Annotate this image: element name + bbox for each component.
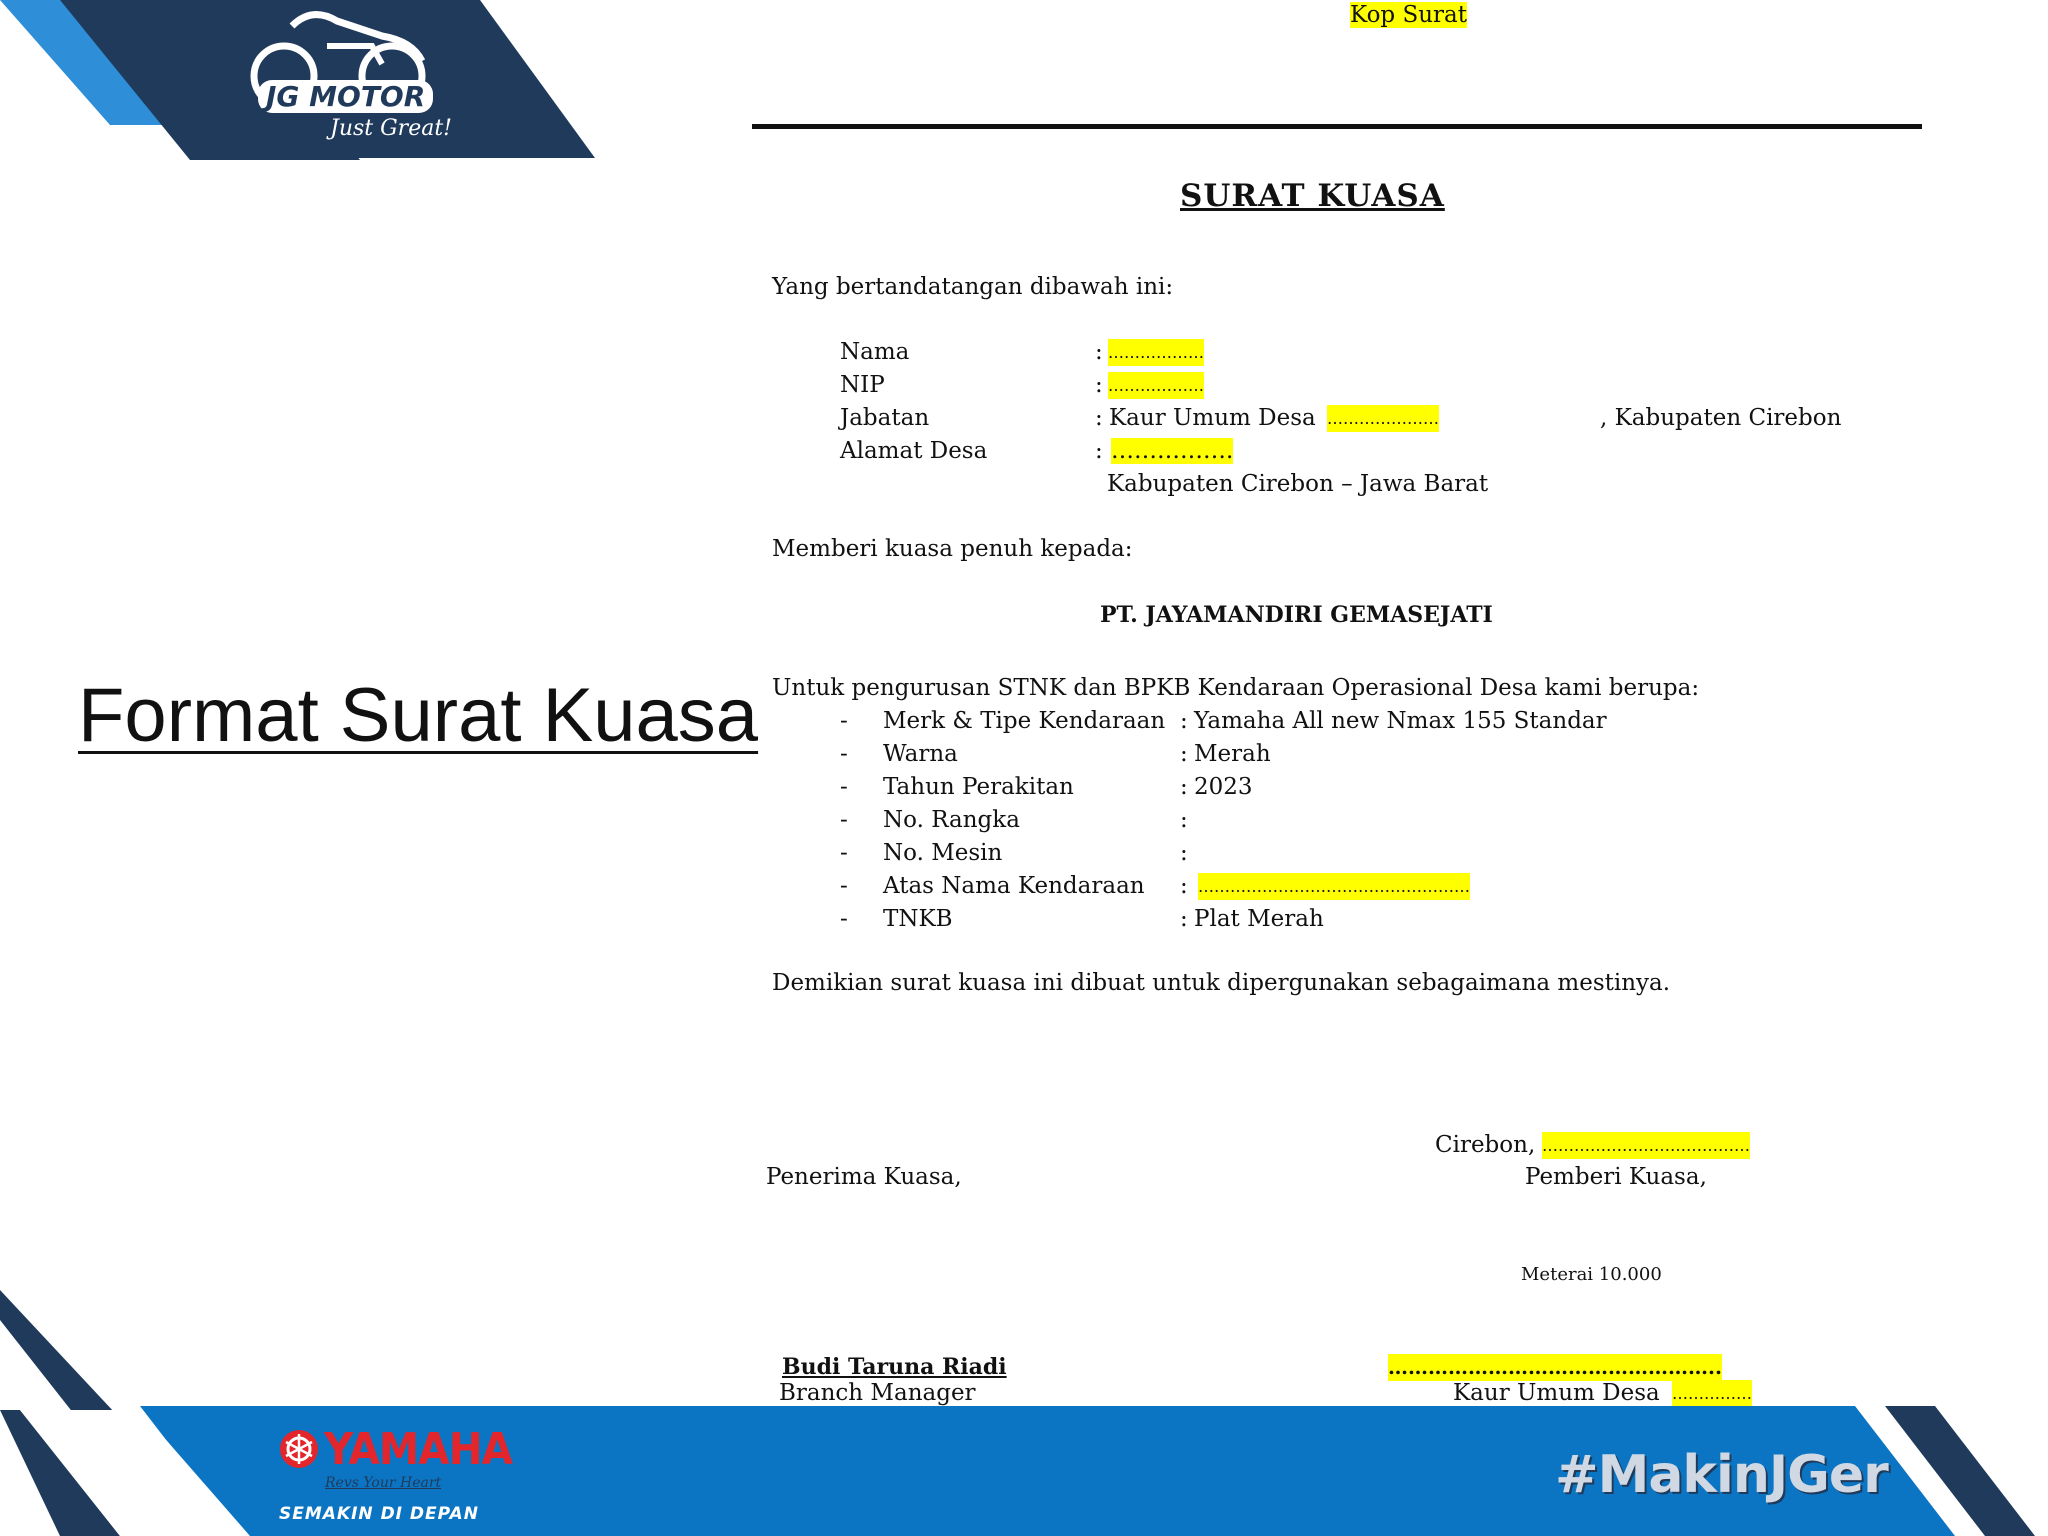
place-date-prefix: Cirebon, [1435, 1132, 1536, 1158]
grant-text: Memberi kuasa penuh kepada: [772, 536, 1133, 562]
field-sep: : [1180, 741, 1188, 767]
giver-label: Pemberi Kuasa, [1525, 1164, 1707, 1190]
field-value: Merah [1194, 741, 1271, 767]
field-sep: : [1180, 840, 1188, 866]
yamaha-slogan: SEMAKIN DI DEPAN [279, 1504, 479, 1524]
field-label: Merk & Tipe Kendaraan [883, 708, 1166, 734]
list-bullet: - [840, 840, 848, 866]
field-label: TNKB [883, 906, 953, 932]
field-suffix: , Kabupaten Cirebon [1600, 405, 1842, 431]
address-line-2: Kabupaten Cirebon – Jawa Barat [1107, 471, 1489, 497]
receiver-name: Budi Taruna Riadi [782, 1354, 1007, 1380]
field-value: 2023 [1194, 774, 1253, 800]
giver-title-blank: …………… [1672, 1380, 1752, 1407]
field-sep: : [1095, 339, 1103, 365]
receiver-title: Branch Manager [779, 1380, 976, 1406]
field-label: No. Mesin [883, 840, 1003, 866]
field-sep: : [1180, 807, 1188, 833]
list-bullet: - [840, 708, 848, 734]
field-blank: ……………. [1111, 438, 1234, 464]
purpose-text: Untuk pengurusan STNK dan BPKB Kendaraan Operasional Desa kami berupa: [772, 675, 1700, 701]
field-label: Tahun Perakitan [883, 774, 1074, 800]
field-blank: ………………… [1327, 405, 1439, 432]
field-sep: : [1180, 906, 1188, 932]
field-sep: : [1180, 873, 1188, 899]
meterai-label: Meterai 10.000 [1521, 1264, 1662, 1285]
receiver-label: Penerima Kuasa, [766, 1164, 962, 1190]
list-bullet: - [840, 906, 848, 932]
kop-surat-label: Kop Surat [1350, 2, 1467, 28]
hashtag-logo: #MakinJGer [1555, 1445, 1888, 1505]
field-blank: ……………… [1108, 339, 1204, 366]
field-blank: …………………………………………… [1198, 873, 1470, 900]
yamaha-tuning-fork-icon [278, 1428, 320, 1470]
giver-name-blank: ………………………………………….. [1388, 1355, 1722, 1379]
intro-text: Yang bertandatangan dibawah ini: [772, 274, 1174, 300]
field-sep: : [1095, 405, 1103, 431]
field-label: Nama [840, 339, 910, 365]
field-value: Kaur Umum Desa [1109, 405, 1316, 431]
company-name: PT. JAYAMANDIRI GEMASEJATI [1100, 602, 1493, 628]
logo-tagline: Just Great! [330, 116, 453, 141]
document-title: SURAT KUASA [1180, 178, 1445, 214]
list-bullet: - [840, 774, 848, 800]
yamaha-tagline: Revs Your Heart [325, 1475, 442, 1491]
list-bullet: - [840, 741, 848, 767]
field-sep: : [1180, 708, 1188, 734]
yamaha-wordmark: YAMAHA [324, 1424, 513, 1475]
field-label: Warna [883, 741, 958, 767]
field-label: No. Rangka [883, 807, 1020, 833]
field-sep: : [1095, 372, 1103, 398]
logo-name: JG MOTOR [258, 80, 433, 113]
field-label: Atas Nama Kendaraan [883, 873, 1145, 899]
slide-title: Format Surat Kuasa [78, 673, 759, 758]
field-label: Alamat Desa [840, 438, 988, 464]
closing-text: Demikian surat kuasa ini dibuat untuk dipergunakan sebagaimana mestinya. [772, 970, 1671, 996]
field-blank: ……………… [1108, 372, 1204, 399]
place-date-blank: ………………………………… [1542, 1132, 1750, 1159]
giver-title: Kaur Umum Desa [1453, 1380, 1660, 1406]
field-value: Plat Merah [1194, 906, 1324, 932]
field-sep: : [1180, 774, 1188, 800]
field-sep: : [1095, 438, 1103, 464]
list-bullet: - [840, 873, 848, 899]
field-label: NIP [840, 372, 885, 398]
field-label: Jabatan [840, 405, 930, 431]
field-value: Yamaha All new Nmax 155 Standar [1194, 708, 1607, 734]
letterhead-rule [752, 124, 1922, 129]
list-bullet: - [840, 807, 848, 833]
